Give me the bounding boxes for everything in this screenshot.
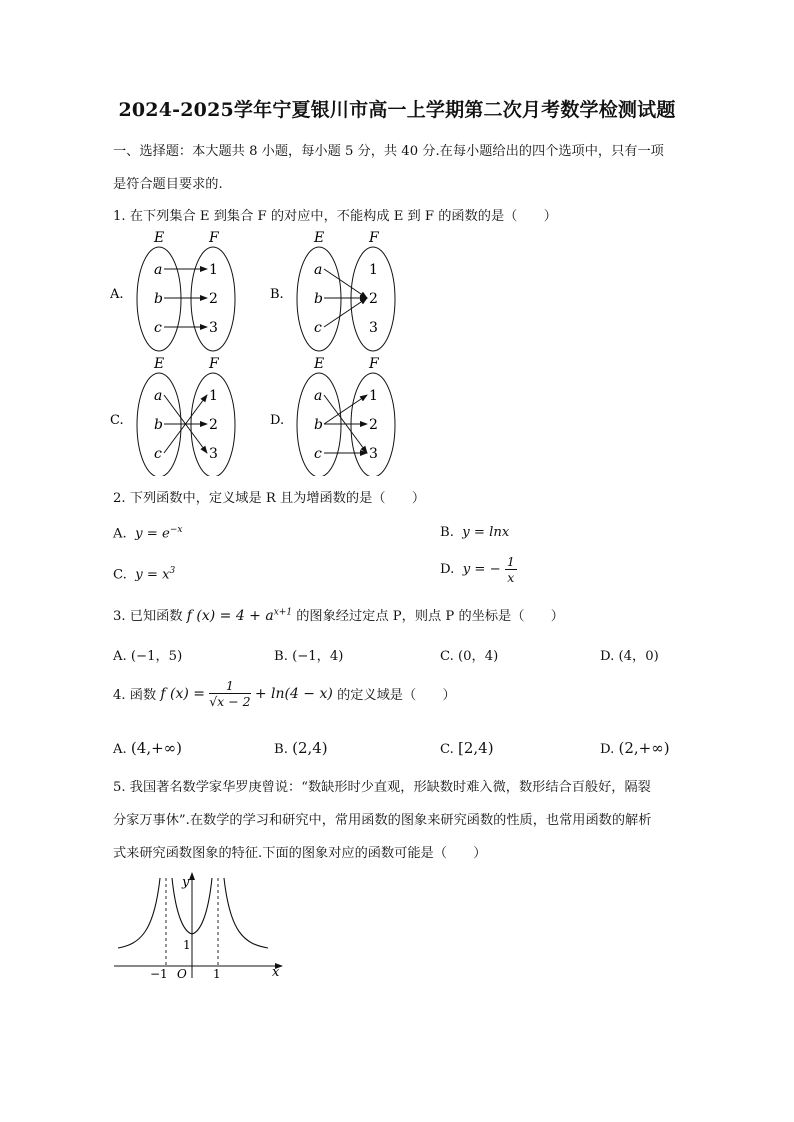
set-f-item: 2: [369, 291, 378, 307]
q2-b-expr: y = lnx: [462, 525, 510, 540]
q5-stem: [113, 778, 693, 864]
q3-stem-post: 的图象经过定点 P，则点 P 的坐标是（ ）: [296, 609, 564, 624]
set-e-item: a: [154, 262, 163, 278]
fraction-numerator: 1: [209, 678, 250, 694]
q2-option-d: [440, 554, 517, 585]
set-f-item: 2: [209, 417, 218, 433]
q3-stem-pre: 3. 已知函数: [113, 609, 183, 624]
mapping-diagram-d: [270, 356, 395, 476]
set-f-item: 3: [209, 320, 218, 336]
q4-expr-tail: + ln(4 − x): [254, 685, 333, 702]
set-f-item: 1: [209, 262, 218, 278]
q5-line-3: 式来研究函数图象的特征.下面的图象对应的函数可能是（ ）: [113, 846, 487, 861]
q4-stem-pre: 4. 函数: [113, 688, 157, 703]
option-label: A.: [113, 742, 127, 757]
set-f-item: 1: [369, 388, 378, 404]
section-line-2: 是符合题目要求的.: [113, 177, 223, 192]
q1-stem: 1. 在下列集合 E 到集合 F 的对应中，不能构成 E 到 F 的函数的是（ ）: [113, 209, 557, 224]
x-axis-label: x: [272, 965, 280, 980]
q3-exponent: x+1: [273, 607, 293, 618]
fraction-numerator: 1: [506, 554, 515, 569]
section-instructions: [113, 142, 693, 195]
option-value: (4,+∞): [130, 739, 183, 757]
set-e-item: c: [154, 320, 162, 336]
option-label: D.: [440, 562, 455, 577]
q4-option-a: [113, 739, 182, 757]
set-e-item: b: [314, 417, 323, 433]
option-label: A.: [110, 287, 124, 302]
set-e-item: c: [154, 446, 162, 462]
q3-option-d: D. (4，0): [600, 649, 659, 664]
q3-option-a: A. (−1，5): [113, 649, 183, 664]
set-e-item: b: [154, 417, 163, 433]
option-value: [2,4): [458, 739, 494, 757]
option-label: B.: [270, 287, 284, 302]
set-e-item: b: [314, 291, 323, 307]
tick-pos-1: 1: [213, 967, 221, 981]
option-value: (2,+∞): [618, 739, 670, 757]
option-value: (2,4): [292, 739, 328, 757]
mapping-arrow: [324, 395, 367, 424]
set-f-item: 1: [369, 262, 378, 278]
curve-right: [224, 878, 268, 948]
q4-option-c: [440, 739, 494, 757]
y-axis-label: y: [182, 875, 190, 890]
q2-d-fraction: [505, 554, 517, 585]
y-tick-1: 1: [183, 938, 191, 952]
set-f-item: 2: [209, 291, 218, 307]
tick-neg-1: −1: [150, 967, 168, 981]
set-e-item: a: [154, 388, 163, 404]
q5-line-2: 分家万事休”.在数学的学习和研究中，常用函数的图象来研究函数的性质，也常用函数的解析: [113, 813, 652, 828]
set-f-item: 3: [369, 446, 378, 462]
set-f-item: 2: [369, 417, 378, 433]
q1-diagrams: [110, 226, 430, 476]
curve-left: [118, 878, 160, 948]
q2-c-expr: y = x: [135, 567, 170, 583]
q2-d-expr: y = −: [462, 562, 501, 577]
mapping-diagram-a: [110, 230, 235, 351]
mapping-diagram-b: [270, 230, 395, 351]
q4-stem: [113, 678, 456, 709]
set-e-label: E: [154, 356, 165, 372]
q3-option-c: C. (0，4): [440, 649, 499, 664]
fraction-denominator: √x − 2: [209, 694, 251, 709]
option-label: C.: [113, 567, 127, 583]
set-e-item: c: [314, 446, 322, 462]
q4-fraction: [209, 678, 250, 709]
mapping-diagram-c: [110, 356, 235, 476]
set-f-item: 3: [209, 446, 218, 462]
mapping-arrow: [324, 269, 367, 298]
set-f-item: 1: [209, 388, 218, 404]
q2-c-exponent: 3: [169, 566, 176, 576]
radicand: x − 2: [217, 694, 251, 709]
option-label: A.: [113, 526, 127, 542]
q3-option-b: B. (−1，4): [274, 649, 344, 664]
set-f-label: F: [209, 356, 219, 372]
q2-stem: 2. 下列函数中，定义域是 R 且为增函数的是（ ）: [113, 491, 426, 506]
set-e-item: a: [314, 262, 323, 278]
option-label: C.: [440, 742, 454, 757]
set-e-item: b: [154, 291, 163, 307]
q2-option-c: [113, 566, 175, 582]
q4-expr-f: f (x) =: [160, 685, 205, 702]
q2-option-a: [113, 525, 182, 541]
origin-label: O: [177, 967, 187, 981]
q2-a-expr: y = e: [135, 526, 170, 542]
q5-graph: [110, 868, 290, 983]
section-line-1: 一、选择题：本大题共 8 小题，每小题 5 分，共 40 分.在每小题给出的四个选项中，只有一项: [113, 144, 664, 159]
page-title: 2024-2025学年宁夏银川市高一上学期第二次月考数学检测试题: [118, 99, 676, 121]
q3-expr: f (x) = 4 + a: [186, 608, 274, 624]
option-label: D.: [270, 413, 285, 428]
q5-line-1: 5. 我国著名数学家华罗庚曾说：“数缺形时少直观，形缺数时难入微，数形结合百般好，隔裂: [113, 780, 651, 795]
set-e-item: a: [314, 388, 323, 404]
set-e-label: E: [314, 356, 325, 372]
set-e-label: E: [314, 230, 325, 246]
set-f-label: F: [209, 230, 219, 246]
option-label: B.: [274, 742, 288, 757]
q2-option-b: [440, 525, 509, 540]
option-label: C.: [110, 413, 124, 428]
q2-a-exponent: −x: [169, 525, 183, 535]
set-f-item: 3: [369, 320, 378, 336]
q4-stem-post: 的定义域是（ ）: [337, 688, 456, 703]
mapping-arrow: [324, 298, 367, 327]
set-e-label: E: [154, 230, 165, 246]
set-f-label: F: [369, 230, 379, 246]
q3-stem: [113, 605, 564, 624]
fraction-denominator: x: [507, 570, 515, 585]
q4-option-d: [600, 739, 670, 757]
set-e-item: c: [314, 320, 322, 336]
q4-option-b: [274, 739, 328, 757]
option-label: B.: [440, 525, 454, 540]
option-label: D.: [600, 742, 615, 757]
set-f-label: F: [369, 356, 379, 372]
